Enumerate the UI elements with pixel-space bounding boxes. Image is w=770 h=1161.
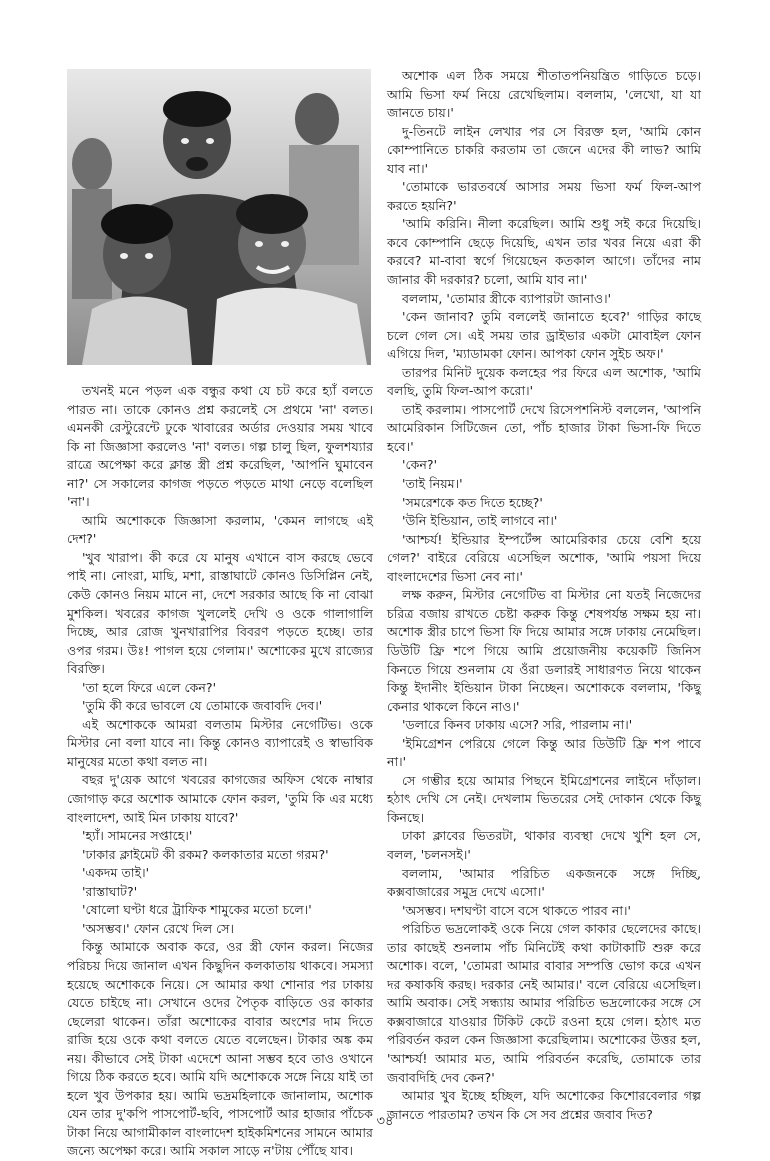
paragraph: 'একদম তাই।'	[82, 865, 150, 881]
paragraph: 'কেন?'	[402, 457, 438, 473]
paragraph: 'আশ্চর্য! ইন্ডিয়ার ইম্পর্টেন্স আমেরিকার চেয়ে বেশি হয়ে গেল?' বাইরে বেরিয়ে এসেছিল অশোক, 'আমি পয়সা দিয়ে বাংলাদেশের ভিসা নেব না।'	[387, 531, 701, 584]
paragraph: 'অসম্ভব। দশঘণ্টা বাসে বসে থাকতে পারব না।'	[402, 902, 631, 918]
paragraph: এই অশোককে আমরা বলতাম মিস্টার নেগেটিভ। ওকে মিস্টার নো বলা যাবে না। কিন্তু কোনও ব্যাপারেই ও স্বাভাবিক মানুষের মতো কথা বলত না।	[67, 716, 373, 769]
paragraph: তখনই মনে পড়ল এক বন্ধুর কথা যে চট করে হ্যাঁ বলতে পারত না। তাকে কোনও প্রশ্ন করলেই সে প্রথমে 'না' বলত। এমনকী রেস্টুরেন্টে ঢুকে খাবারের অর্ডার দেওয়ার সময় খাবে কি না জিজ্ঞাসা করলেও 'না' বলত। গল্প চালু ছিল, ফুলশয্যার রাত্রে অপেক্ষা করে ক্লান্ত স্ত্রী প্রশ্ন করেছিল, 'আপনি ঘুমাবেন না?' সে সকালের কাগজ পড়তে পড়তে মাথা নেড়ে বলেছিল 'না'।	[67, 383, 373, 510]
paragraph: আমার খুব ইচ্ছে হচ্ছিল, যদি অশোকের কিশোরবেলার গল্প জানতে পারতাম? তখন কি সে সব প্রশ্নের জবাব দিত?	[387, 1088, 701, 1122]
paragraph: 'কেন জানাব? তুমি বললেই জানাতে হবে?' গাড়ির কাছে চলে গেল সে। এই সময় তার ড্রাইভার একটা মোবাইল ফোন এগিয়ে দিল, 'ম্যাডামকা ফোন। আপকা ফোন সুইচ অফ।'	[387, 309, 701, 362]
paragraph: আমি অশোককে জিজ্ঞাসা করলাম, 'কেমন লাগছে এই দেশ?'	[67, 512, 373, 547]
paragraph: 'উনি ইন্ডিয়ান, তাই লাগবে না।'	[402, 513, 558, 529]
paragraph: কিন্তু আমাকে অবাক করে, ওর স্ত্রী ফোন করল। নিজের পরিচয় দিয়ে জানাল এখন কিছুদিন কলকাতায় থাকবে। সমস্যা হয়েছে অশোককে নিয়ে। সে আমার কথা শোনার পর ঢাকায় যেতে চাইছে না। সেখানে ওদের পৈতৃক বাড়িতে ওর কাকার ছেলেরা থাকেন। তাঁরা অশোকের বাবার অংশের দাম দিতে রাজি হয়ে ওকে কথা বলতে যেতে বলেছেন। টাকার অঙ্ক কম নয়। কীভাবে সেই টাকা এদেশে আনা সম্ভব হবে তাও ওখানে গিয়ে ঠিক করতে হবে। আমি যদি অশোককে সঙ্গে নিয়ে যাই তা হলে খুব উপকার হয়। আমি ভদ্রমহিলাকে জানালাম, অশোক যেন তার দু'কপি পাসপোর্ট-ছবি, পাসপোর্ট আর হাজার পাঁচেক টাকা নিয়ে আগামীকাল বাংলাদেশ হাইকমিশনের সামনে আমার জন্যে অপেক্ষা করে। আমি সকাল সাড়ে ন'টায় পৌঁছে যাব।	[67, 939, 373, 1159]
paragraph: 'খুব খারাপ। কী করে যে মানুষ এখানে বাস করছে ভেবে পাই না। নোংরা, মাছি, মশা, রাস্তাঘাটে কোনও ডিসিপ্লিন নেই, কেউ কোনও নিয়ম মানে না, দেশে সরকার আছে কি না বোঝা মুশকিল। খবরের কাগজ খুললেই দেখি ও ওকে গালাগালি দিচ্ছে, আর রোজ খুনখারাপির বিবরণ পড়তে হচ্ছে। তার ওপর গরম। উঃ! পাগল হয়ে গেলাম।' অশোকের মুখে রাজ্যের বিরক্তি।	[67, 549, 373, 677]
photo-image	[67, 69, 371, 365]
paragraph: লক্ষ করুন, মিস্টার নেগেটিভ বা মিস্টার নো যতই নিজেদের চরিত্র বজায় রাখতে চেষ্টা করুক কিন্তু শেষপর্যন্ত সক্ষম হয় না। অশোক স্ত্রীর চাপে ভিসা ফি দিয়ে আমার সঙ্গে ঢাকায় নেমেছিল। ডিউটি ফ্রি শপে গিয়ে আমি প্রয়োজনীয় কয়েকটি জিনিস কিনতে গিয়ে শুনলাম যে ওঁরা ডলারই সাধারণত নিয়ে থাকেন কিন্তু ইদানীং ইন্ডিয়ান টাকা নিচ্ছেন। অশোককে বললাম, 'কিছু কেনার থাকলে কিনে নাও।'	[387, 587, 701, 714]
paragraph: 'অসম্ভব।' ফোন রেখে দিল সে।	[82, 920, 235, 936]
paragraph: 'তাই নিয়ম।'	[402, 476, 463, 492]
paragraph: সে গম্ভীর হয়ে আমার পিছনে ইমিগ্রেশনের লাইনে দাঁড়াল। হঠাৎ দেখি সে নেই। দেখলাম ভিতরের সেই দোকান থেকে কিছু কিনছে।	[387, 772, 701, 825]
paragraph: 'ইমিগ্রেশন পেরিয়ে গেলে কিন্তু আর ডিউটি ফ্রি শপ পাবে না।'	[387, 735, 701, 770]
paragraph: 'ঢাকার ক্লাইমেট কী রকম? কলকাতার মতো গরম?'	[82, 846, 329, 862]
paragraph: তাই করলাম। পাসপোর্ট দেখে রিসেপশনিস্ট বললেন, 'আপনি আমেরিকান সিটিজেন তো, পাঁচ হাজার টাকা ভিসা-ফি দিতে হবে।'	[387, 401, 701, 454]
paragraph: 'সমরেশকে কত দিতে হচ্ছে?'	[402, 494, 543, 510]
photo-children	[67, 69, 371, 365]
paragraph: 'রাস্তাঘাট?'	[82, 883, 138, 899]
right-text-column	[387, 67, 701, 1122]
paragraph: 'হ্যাঁ। সামনের সপ্তাহে।'	[82, 828, 193, 844]
paragraph: বছর দু'য়েক আগে খবরের কাগজের অফিস থেকে নাম্বার জোগাড় করে অশোক আমাকে ফোন করল, 'তুমি কি এর মধ্যে বাংলাদেশ, আই মিন ঢাকায় যাবে?'	[67, 772, 373, 825]
paragraph: বললাম, 'তোমার স্ত্রীকে ব্যাপারটা জানাও।'	[402, 290, 612, 306]
page-number: ৩৪	[376, 1114, 394, 1129]
paragraph: 'তুমি কী করে ভাবলে যে তোমাকে জবাবদি দেব।'	[82, 698, 323, 714]
paragraph: দু-তিনটে লাইন লেখার পর সে বিরক্ত হল, 'আমি কোন কোম্পানিতে চাকরি করতাম তা জেনে এদের কী লাভ? আমি যাব না।'	[387, 123, 701, 176]
left-text-column	[67, 382, 373, 1159]
paragraph: ঢাকা ক্লাবের ভিতরটা, থাকার ব্যবস্থা দেখে খুশি হল সে, বলল, 'চলনসই।'	[387, 828, 701, 862]
paragraph: 'ষোলো ঘণ্টা ধরে ট্রাফিক শামুকের মতো চলে।'	[82, 902, 312, 918]
paragraph: 'ডলারে কিনব ঢাকায় এসে? সরি, পারলাম না।'	[402, 717, 633, 733]
paragraph: 'আমি করিনি। নীলা করেছিল। আমি শুধু সই করে দিয়েছি। কবে কোম্পানি ছেড়ে দিয়েছি, এখন তার খবর নিয়ে এরা কী করবে? মা-বাবা স্বর্গে গিয়েছেন কতকাল আগে। তাঁদের নাম জানার কী দরকার? চলো, আমি যাব না।'	[387, 216, 701, 288]
paragraph: পরিচিত ভদ্রলোকই ওকে নিয়ে গেল কাকার ছেলেদের কাছে। তার কাছেই শুনলাম পাঁচ মিনিটেই কথা কাটাকাটি শুরু করে অশোক। বলে, 'তোমরা আমার বাবার সম্পত্তি ভোগ করে এখন দর কষাকষি করছ। দরকার নেই আমার।' বলে বেরিয়ে এসেছিল। আমি অবাক। সেই সন্ধ্যায় আমার পরিচিত ভদ্রলোকের সঙ্গে সে কক্সবাজারে যাওয়ার টিকিট কেটে রওনা হয়ে গেল। হঠাৎ মত পরিবর্তন করল কেন জিজ্ঞাসা করেছিলাম। অশোকের উত্তর হল, 'আশ্চর্য! আমার মত, আমি পরিবর্তন করেছি, তোমাকে তার জবাবদিহি দেব কেন?'	[387, 921, 701, 1085]
paragraph: অশোক এল ঠিক সময়ে শীতাতপনিয়ন্ত্রিত গাড়িতে চড়ে। আমি ভিসা ফর্ম নিয়ে রেখেছিলাম। বললাম, 'লেখো, যা যা জানতে চায়।'	[387, 68, 701, 121]
paragraph: তারপর মিনিট দুয়েক কলহের পর ফিরে এল অশোক, 'আমি বলছি, তুমি ফিল-আপ করো।'	[387, 364, 701, 399]
paragraph: বললাম, 'আমার পরিচিত একজনকে সঙ্গে দিচ্ছি, কক্সবাজারের সমুদ্র দেখে এসো।'	[387, 865, 701, 900]
paragraph: 'তা হলে ফিরে এলে কেন?'	[82, 679, 217, 695]
paragraph: 'তোমাকে ভারতবর্ষে আসার সময় ভিসা ফর্ম ফিল-আপ করতে হয়নি?'	[387, 179, 701, 213]
